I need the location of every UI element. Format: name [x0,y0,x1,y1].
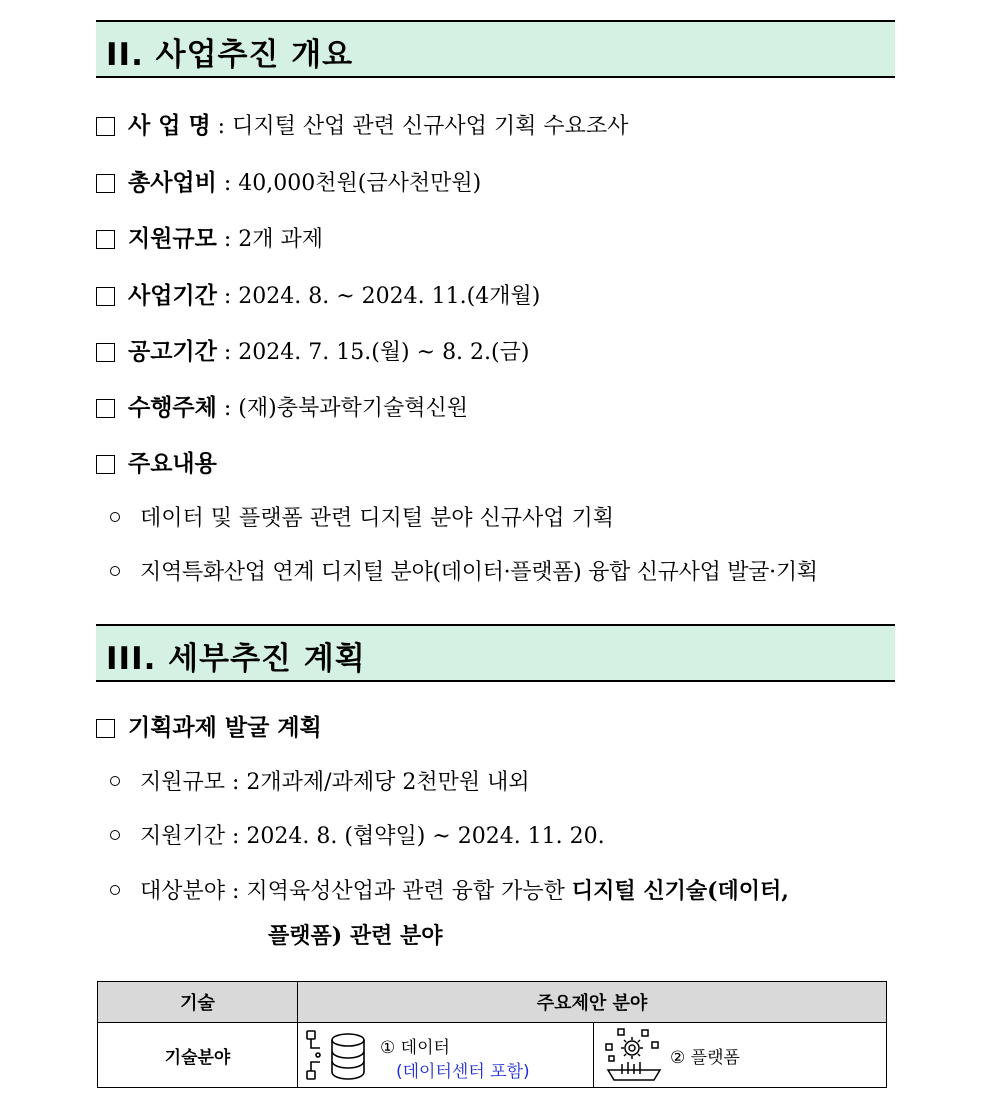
detail-support-scale: 지원규모 : 2개과제/과제당 2천만원 내외 [110,768,530,798]
header-main-fields: 주요제안 분야 [298,982,887,1023]
item-value: 2024. 7. 15.(월) ~ 8. 2.(금) [238,340,530,365]
item-value: (재)충북과학기술혁신원 [238,396,468,421]
item-planning [96,713,322,744]
item-notice-period: 공고기간 : 2024. 7. 15.(월) ~ 8. 2.(금) [96,337,529,368]
field-data-note: (데이터센터 포함) [396,1062,530,1082]
item-label: 지원규모 [128,225,217,252]
field-data-label: ① 데이터 [380,1038,450,1058]
item-main-contents [96,449,217,480]
item-value: 2개 과제 [238,227,324,252]
item-label: 공고기간 [128,338,217,365]
item-label: 사업기간 [128,282,217,309]
tech-field-table [97,981,887,1088]
bullet-circle-icon [110,830,120,840]
content-item-2: 지역특화산업 연계 디지털 분야(데이터·플랫폼) 융합 신규사업 발굴·기획 [110,558,818,588]
checkbox-icon [96,719,115,738]
content-item-1: 데이터 및 플랫폼 관련 디지털 분야 신규사업 기획 [110,504,614,534]
table-header-row [98,982,887,1023]
item-label: 주요내용 [128,450,217,477]
bullet-circle-icon [110,512,120,522]
item-value: 디지털 산업 관련 신규사업 기획 수요조사 [232,114,629,139]
item-business-period: 사업기간 : 2024. 8. ~ 2024. 11.(4개월) [96,281,540,312]
section-2-title: II. 사업추진 개요 [106,37,354,73]
database-icon [306,1030,372,1080]
item-value: 2024. 8. ~ 2024. 11.(4개월) [238,284,541,309]
item-label: 총사업비 [128,169,217,196]
detail-target-field: 대상분야 : 지역육성산업과 관련 융합 가능한 디지털 신기술(데이터, [110,876,789,907]
checkbox-icon [96,343,115,362]
table-row [98,1023,887,1088]
checkbox-icon [96,287,115,306]
section-3-header [96,624,895,682]
checkbox-icon [96,455,115,474]
detail-support-period: 지원기간 : 2024. 8. (협약일) ~ 2024. 11. 20. [110,822,605,852]
cell-platform [594,1023,887,1088]
item-label: 수행주체 [128,394,217,421]
header-tech: 기술 [98,982,298,1023]
section-3-title: III. 세부추진 계획 [106,641,366,677]
bullet-circle-icon [110,566,120,576]
cell-data [298,1023,594,1088]
detail-target-field-cont: 플랫폼) 관련 분야 [268,923,443,949]
item-value: 40,000천원(금사천만원) [238,171,482,196]
platform-icon [604,1028,662,1082]
checkbox-icon [96,174,115,193]
checkbox-icon [96,230,115,249]
item-label: 기획과제 발굴 계획 [128,714,322,741]
checkbox-icon [96,399,115,418]
item-total-budget: 총사업비 : 40,000천원(금사천만원) [96,168,481,199]
item-business-name: 사 업 명 : 디지털 산업 관련 신규사업 기획 수요조사 [96,111,628,142]
bullet-circle-icon [110,885,120,895]
row-label: 기술분야 [98,1023,298,1088]
item-support-scale: 지원규모 : 2개 과제 [96,224,323,255]
section-2-header [96,20,895,78]
item-executor: 수행주체 : (재)충북과학기술혁신원 [96,393,468,424]
field-platform-label: ② 플랫폼 [670,1048,740,1068]
bullet-circle-icon [110,776,120,786]
item-label: 사 업 명 [128,112,211,139]
checkbox-icon [96,117,115,136]
